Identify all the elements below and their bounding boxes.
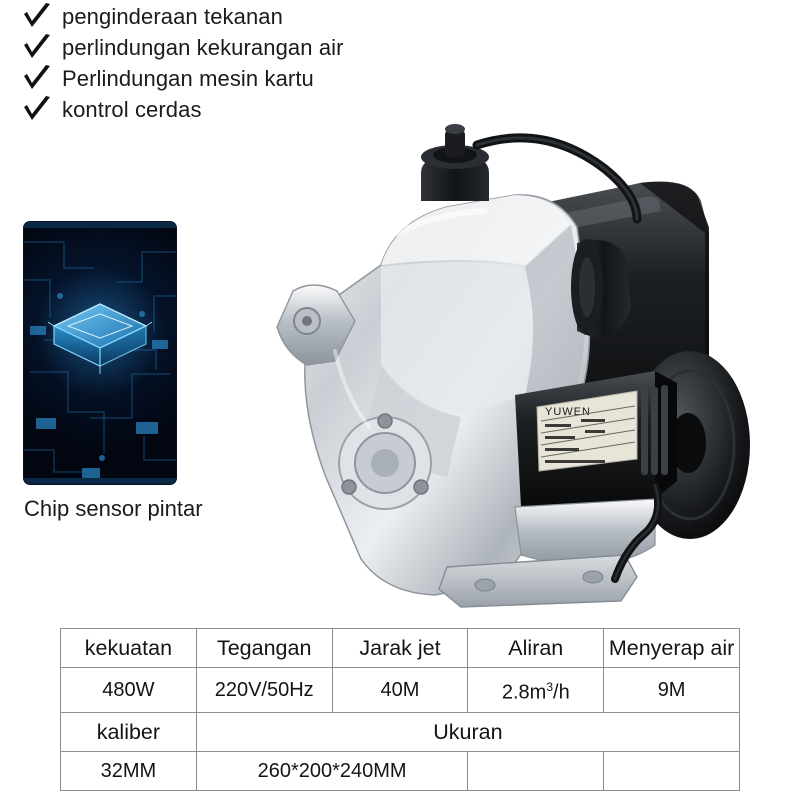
feature-label: perlindungan kekurangan air xyxy=(62,35,344,60)
flow-value: 2.8m xyxy=(501,681,547,704)
table-header-cell: Jarak jet xyxy=(332,629,468,668)
table-row xyxy=(61,629,740,668)
chip-cube-icon xyxy=(48,300,152,374)
water-pump-photo xyxy=(185,115,785,615)
table-header-cell: kekuatan xyxy=(61,629,197,668)
check-icon xyxy=(22,34,52,62)
table-header-caliber: kaliber xyxy=(61,712,197,751)
list-item xyxy=(22,64,442,94)
list-item xyxy=(22,2,442,32)
flow-unit-tail: /h xyxy=(553,681,570,704)
table-header-size: Ukuran xyxy=(196,712,739,751)
table-cell-empty xyxy=(604,751,740,790)
check-icon xyxy=(22,65,52,93)
check-icon xyxy=(22,3,52,31)
table-cell-flow xyxy=(468,668,604,713)
table-header-cell: Menyerap air xyxy=(604,629,740,668)
table-header-cell: Aliran xyxy=(468,629,604,668)
table-row xyxy=(61,712,740,751)
table-cell-voltage: 220V/50Hz xyxy=(196,668,332,713)
feature-label: Perlindungan mesin kartu xyxy=(62,66,314,91)
table-cell-size: 260*200*240MM xyxy=(196,751,468,790)
table-cell-empty xyxy=(468,751,604,790)
table-header-cell: Tegangan xyxy=(196,629,332,668)
table-cell-jet-distance: 40M xyxy=(332,668,468,713)
table-cell-power: 480W xyxy=(61,668,197,713)
chip-caption: Chip sensor pintar xyxy=(24,496,203,521)
table-cell-suction: 9M xyxy=(604,668,740,713)
feature-list xyxy=(22,2,442,126)
check-icon xyxy=(22,96,52,124)
feature-label: penginderaan tekanan xyxy=(62,4,283,29)
spec-table xyxy=(60,628,740,791)
list-item xyxy=(22,33,442,63)
table-cell-caliber: 32MM xyxy=(61,751,197,790)
svg-text:YUWEN: YUWEN xyxy=(545,406,591,418)
table-row xyxy=(61,668,740,713)
smart-sensor-chip-photo xyxy=(24,222,176,484)
feature-label: kontrol cerdas xyxy=(62,97,202,122)
pump-drawing xyxy=(185,115,785,615)
table-row xyxy=(61,751,740,790)
flow-exponent: 3 xyxy=(546,680,554,694)
